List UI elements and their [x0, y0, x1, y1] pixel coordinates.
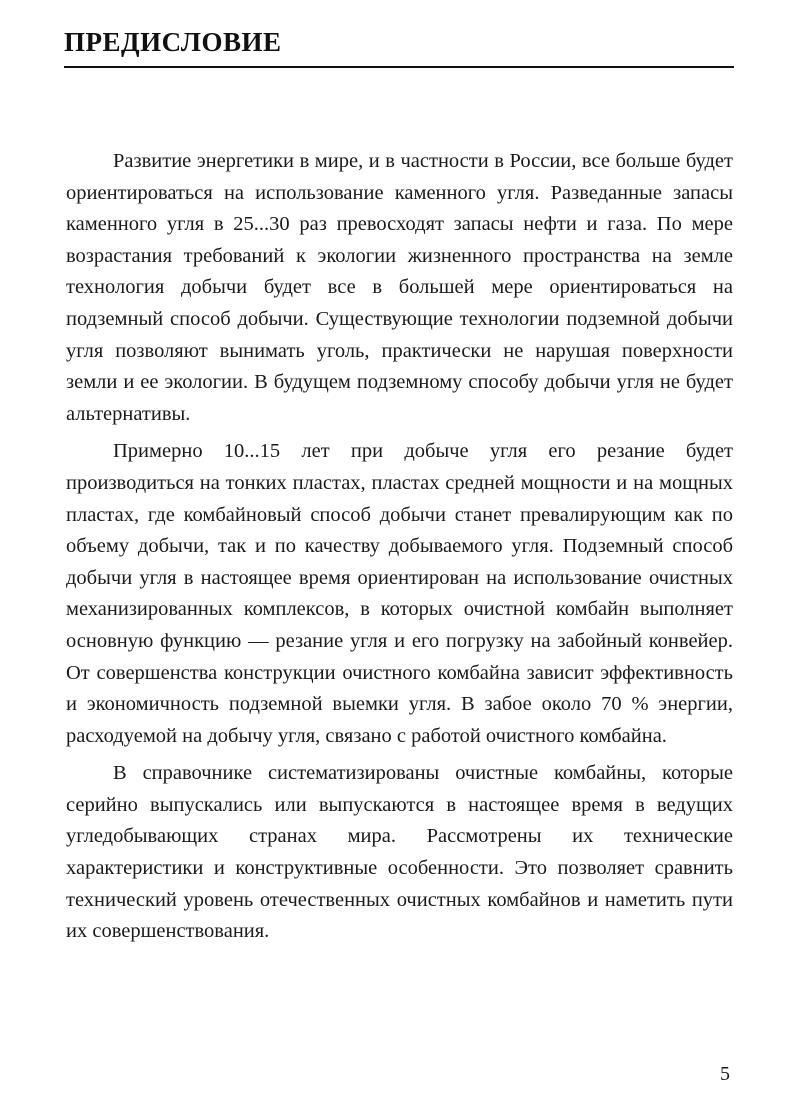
paragraph-3: В справочнике систематизированы очистные комбайны, которые серийно выпускались или выпускаются в настоящее время в ведущих угледобывающих странах мира. Рассмотрены их технические характеристики и конструктивные особенности. Это позволяет сравнить технический уровень отечественных очистных комбайнов и наметить пути их совершенствования.: [66, 762, 733, 943]
page-number: 5: [720, 1063, 730, 1085]
page-title: ПРЕДИСЛОВИЕ: [64, 27, 282, 57]
title-underline: [64, 66, 734, 68]
paragraph-1: Развитие энергетики в мире, и в частности в России, все больше будет ориентироваться на использование каменного угля. Разведанные запасы каменного угля в 25...30 раз превосходят запасы нефти и газа. По мере возрастания требований к экологии жизненного пространства на земле технология добычи будет все в большей мере ориентироваться на подземный способ добычи. Существующие технологии подземной добычи угля позволяют вынимать уголь, практически не нарушая поверхности земли и ее экологии. В будущем подземному способу добычи угля не будет альтернативы.: [66, 150, 733, 425]
paragraph-2: Примерно 10...15 лет при добыче угля его резание будет производиться на тонких пластах, пластах средней мощности и на мощных пластах, где комбайновый способ добычи станет превалирующим как по объему добычи, так и по качеству добываемого угля. Подземный способ добычи угля в настоящее время ориентирован на использование очистных механизированных комплексов, в которых очистной комбайн выполняет основную функцию — резание угля и его погрузку на забойный конвейер. От совершенства конструкции очистного комбайна зависит эффективность и экономичность подземной выемки угля. В забое около 70 % энергии, расходуемой на добычу угля, связано с работой очистного комбайна.: [66, 440, 733, 747]
body-text: [66, 146, 733, 954]
